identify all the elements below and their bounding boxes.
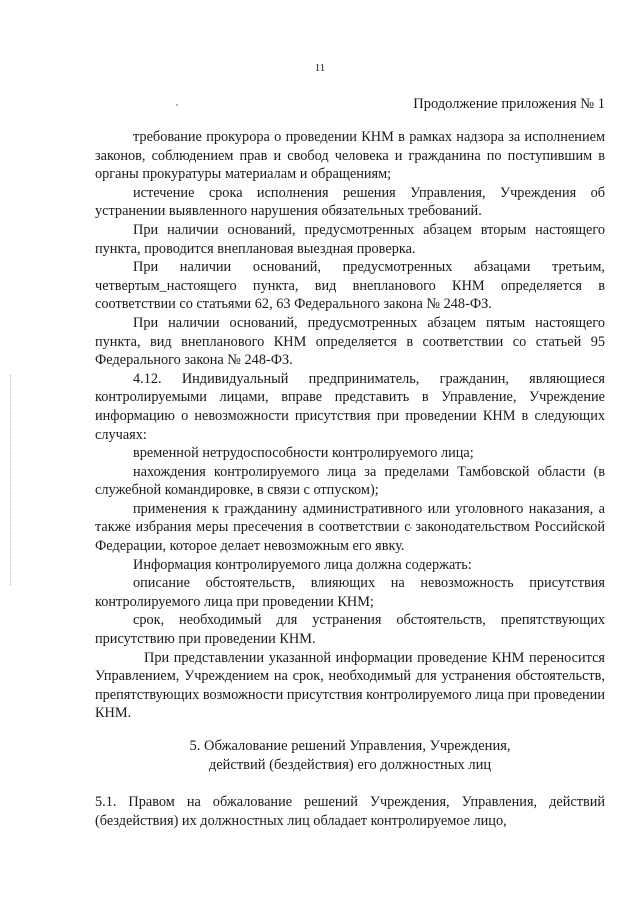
list-item: срок, необходимый для устранения обстоятельств, препятствующих присутствию при проведении КНМ. (95, 612, 605, 648)
list-item: применения к гражданину административного или уголовного наказания, а также избрания меры пресечения в соответствии с законодательством Российской Федерации, которое делает невозможным его явку. (95, 500, 605, 555)
paragraph: 5.1. Правом на обжалование решений Учреждения, Управления, действий (бездействия) их должностных лиц обладает контролируемое лицо, (95, 794, 605, 829)
appendix-continuation-label: Продолжение приложения № 1 (413, 96, 605, 112)
section-heading-line: действий (бездействия) его должностных лиц (208, 757, 492, 773)
section-heading (95, 737, 605, 775)
paragraph: При наличии оснований, предусмотренных абзацами третьим, четвертым_настоящего пункта, вид внепланового КНМ определяется в соответствии со статьями 62, 63 Федерального закона № 248-ФЗ. (95, 259, 605, 313)
list-item: временной нетрудоспособности контролируемого лица; (133, 445, 474, 462)
section-heading-line: 5. Обжалование решений Управления, Учреждения, (189, 738, 511, 754)
scan-speck (176, 104, 178, 106)
scan-margin-mark (10, 375, 13, 585)
paragraph: При наличии оснований, предусмотренных абзацем вторым настоящего пункта, проводится внеплановая выездная проверка. (95, 221, 605, 257)
paragraph: При представлении указанной информации проведение КНМ переносится Управлением, Учреждением на срок, необходимый для устранения обстоятельств, препятствующих возможности присутствия контролируемого лица при проведении КНМ. (95, 649, 605, 722)
list-item: нахождения контролируемого лица за пределами Тамбовской области (в служебной командировке, в связи с отпуском); (95, 463, 605, 499)
page-number: 11 (314, 62, 326, 74)
list-item: описание обстоятельств, влияющих на невозможность присутствия контролируемого лица при проведении КНМ; (95, 575, 605, 610)
paragraph: требование прокурора о проведении КНМ в рамках надзора за исполнением законов, соблюдением прав и свобод человека и гражданина по поступившим в органы прокуратуры материалам и обращениям; (95, 129, 605, 183)
paragraph: истечение срока исполнения решения Управления, Учреждения об устранении выявленного нарушения обязательных требований. (95, 184, 605, 220)
paragraph: 4.12. Индивидуальный предприниматель, гражданин, являющиеся контролируемыми лицами, вправе представить в Управление, Учреждение информацию о невозможности присутствия при проведении КНМ в следующих случаях: (95, 370, 605, 443)
paragraph: Информация контролируемого лица должна содержать: (133, 556, 472, 573)
paragraph: При наличии оснований, предусмотренных абзацем пятым настоящего пункта, вид внепланового КНМ определяется в соответствии со статьей 95 Федерального закона № 248-ФЗ. (95, 314, 605, 369)
document-body (95, 128, 605, 830)
